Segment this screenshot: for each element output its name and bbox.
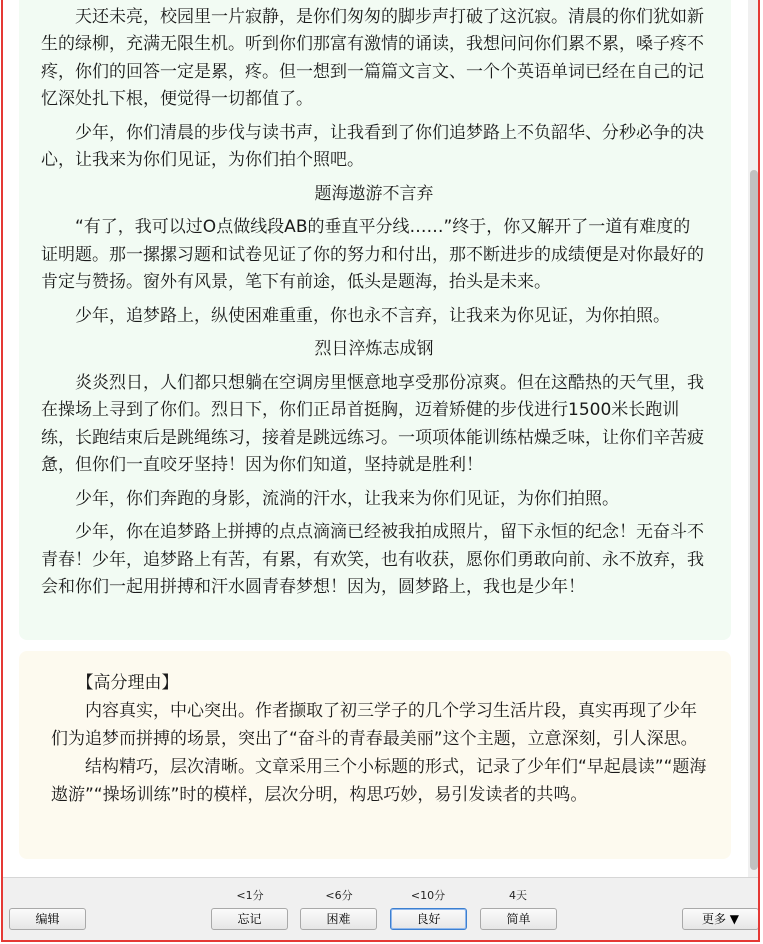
app-window <box>1 0 760 942</box>
card-viewport <box>3 0 748 877</box>
essay-paragraph: 少年，你在追梦路上拼搏的点点滴滴已经被我拍成照片，留下永恒的纪念！无奋斗不青春！少年，追梦路上有苦，有累，有欢笑，也有收获，愿你们勇敢向前、永不放弃，我会和你们一起用拼搏和汗水圆青春梦想！因为，圆梦路上，我也是少年！ <box>41 522 704 597</box>
interval-easy: 4天 <box>509 889 527 902</box>
essay-paragraph: “有了，我可以过O点做线段AB的垂直平分线……”终于，你又解开了一道有难度的证明题。那一摞摞习题和试卷见证了你的努力和付出，那不断进步的成绩便是对你最好的肯定与赞扬。窗外有风景，笔下有前途，低头是题海，抬头是未来。 <box>41 217 704 292</box>
interval-again: <1分 <box>236 889 264 902</box>
section-heading: 烈日淬炼志成钢 <box>314 339 434 359</box>
section-heading: 题海遨游不言弃 <box>314 183 434 204</box>
essay-panel <box>19 0 731 640</box>
vertical-scrollbar[interactable] <box>748 0 760 877</box>
edit-button[interactable]: 编辑 <box>9 908 86 930</box>
essay-paragraph: 少年，你们奔跑的身影，流淌的汗水，让我来为你们见证，为你们拍照。 <box>75 488 619 509</box>
answer-bar <box>3 877 760 942</box>
comment-paragraph: 结构精巧，层次清晰。文章采用三个小标题的形式，记录了少年们“早起晨读”“题海遨游”“操场训练”时的模样，层次分明，构思巧妙，易引发读者的共鸣。 <box>51 757 707 805</box>
essay-paragraph: 天还未亮，校园里一片寂静，是你们匆匆的脚步声打破了这沉寂。清晨的你们犹如新生的绿柳，充满无限生机。听到你们那富有激情的诵读，我想问问你们累不累，嗓子疼不疼，你们的回答一定是累，疼。但一想到一篇篇文言文、一个个英语单词已经在自己的记忆深处扎下根，便觉得一切都值了。 <box>41 6 704 109</box>
essay-body <box>41 4 707 602</box>
comment-paragraph: 内容真实，中心突出。作者撷取了初三学子的几个学习生活片段，真实再现了少年们为追梦而拼搏的场景，突出了“奋斗的青春最美丽”这个主题，立意深刻，引人深思。 <box>51 701 698 749</box>
scrollbar-thumb[interactable] <box>750 170 758 870</box>
interval-hard: <6分 <box>325 889 353 902</box>
comment-panel <box>19 651 731 859</box>
hard-button[interactable]: 困难 <box>300 908 377 930</box>
interval-good: <10分 <box>410 889 446 902</box>
essay-paragraph: 少年，追梦路上，纵使困难重重，你也永不言弃，让我来为你见证，为你拍照。 <box>75 305 670 326</box>
essay-paragraph: 少年，你们清晨的步伐与读书声，让我看到了你们追梦路上不负韶华、分秒必争的决心，让我来为你们见证，为你们拍个照吧。 <box>41 122 704 170</box>
again-button[interactable]: 忘记 <box>211 908 288 930</box>
easy-button[interactable]: 简单 <box>480 908 557 930</box>
good-button[interactable]: 良好 <box>390 908 467 930</box>
comment-label: 【高分理由】 <box>76 673 179 693</box>
more-button[interactable]: 更多 ▼ <box>682 908 759 930</box>
essay-paragraph: 炎炎烈日，人们都只想躺在空调房里惬意地享受那份凉爽。但在这酷热的天气里，我在操场上寻到了你们。烈日下，你们正昂首挺胸，迈着矫健的步伐进行1500米长跑训练，长跑结束后是跳绳练习，接着是跳远练习。一项项体能训练枯燥乏味，让你们辛苦疲惫，但你们一直咬牙坚持！因为你们知道，坚持就是胜利！ <box>41 372 704 475</box>
